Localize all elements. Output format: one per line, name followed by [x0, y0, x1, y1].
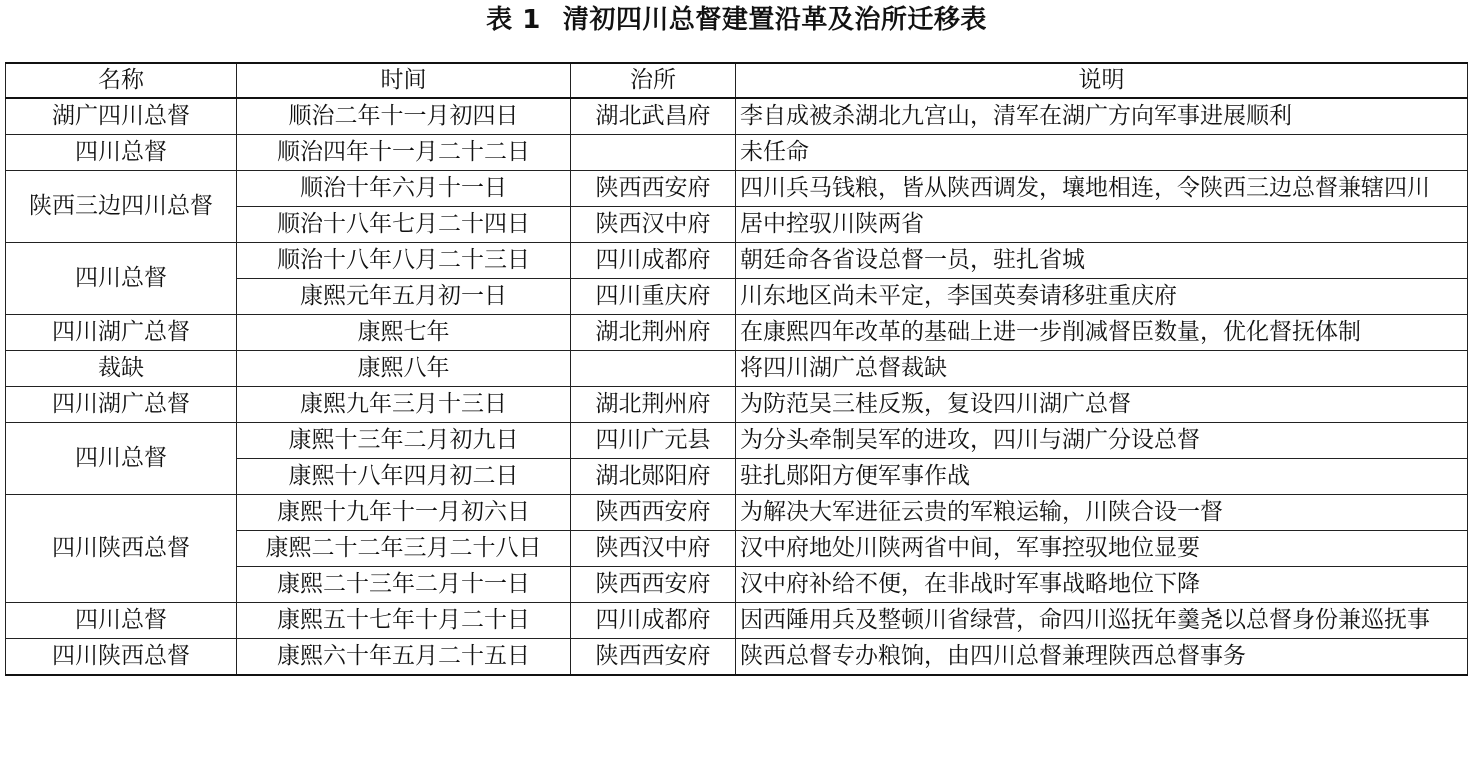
- cell-note: 未任命: [736, 135, 1468, 171]
- cell-note: 为分头牵制吴军的进攻，四川与湖广分设总督: [736, 423, 1468, 459]
- cell-name: 四川总督: [6, 423, 237, 495]
- cell-note: 川东地区尚未平定，李国英奏请移驻重庆府: [736, 279, 1468, 315]
- cell-seat: 四川广元县: [571, 423, 736, 459]
- cell-time: 康熙六十年五月二十五日: [237, 639, 571, 676]
- cell-seat: 四川重庆府: [571, 279, 736, 315]
- header-time: 时间: [237, 63, 571, 98]
- cell-note: 汉中府地处川陕两省中间，军事控驭地位显要: [736, 531, 1468, 567]
- cell-time: 顺治十年六月十一日: [237, 171, 571, 207]
- cell-seat: 四川成都府: [571, 243, 736, 279]
- cell-seat: [571, 135, 736, 171]
- cell-name: 四川湖广总督: [6, 315, 237, 351]
- table-row: [6, 135, 1468, 171]
- cell-time: 顺治十八年八月二十三日: [237, 243, 571, 279]
- cell-seat: 陕西汉中府: [571, 207, 736, 243]
- cell-time: 康熙十九年十一月初六日: [237, 495, 571, 531]
- table-row: [6, 639, 1468, 676]
- cell-note: 四川兵马钱粮，皆从陕西调发，壤地相连，令陕西三边总督兼辖四川: [736, 171, 1468, 207]
- cell-time: 顺治四年十一月二十二日: [237, 135, 571, 171]
- cell-note: 为解决大军进征云贵的军粮运输，川陕合设一督: [736, 495, 1468, 531]
- cell-seat: 陕西西安府: [571, 495, 736, 531]
- table-header-row: [6, 63, 1468, 98]
- cell-name: 四川湖广总督: [6, 387, 237, 423]
- table-row: [6, 423, 1468, 459]
- cell-time: 顺治二年十一月初四日: [237, 98, 571, 135]
- table-caption: [0, 0, 1473, 44]
- cell-seat: 陕西西安府: [571, 567, 736, 603]
- cell-seat: 陕西西安府: [571, 639, 736, 676]
- table-row: [6, 315, 1468, 351]
- cell-time: 康熙十八年四月初二日: [237, 459, 571, 495]
- table-row: [6, 351, 1468, 387]
- cell-seat: 湖北武昌府: [571, 98, 736, 135]
- cell-note: 李自成被杀湖北九宫山，清军在湖广方向军事进展顺利: [736, 98, 1468, 135]
- table-number: 表 1: [486, 5, 541, 35]
- cell-time: 康熙十三年二月初九日: [237, 423, 571, 459]
- cell-name: 四川陕西总督: [6, 495, 237, 603]
- cell-name: 四川总督: [6, 135, 237, 171]
- table-row: [6, 603, 1468, 639]
- cell-name: 四川总督: [6, 243, 237, 315]
- cell-note: 为防范吴三桂反叛，复设四川湖广总督: [736, 387, 1468, 423]
- cell-seat: 湖北荆州府: [571, 315, 736, 351]
- cell-seat: 陕西西安府: [571, 171, 736, 207]
- cell-time: 康熙七年: [237, 315, 571, 351]
- cell-seat: 湖北郧阳府: [571, 459, 736, 495]
- cell-note: 因西陲用兵及整顿川省绿营，命四川巡抚年羹尧以总督身份兼巡抚事: [736, 603, 1468, 639]
- cell-time: 康熙元年五月初一日: [237, 279, 571, 315]
- cell-note: 将四川湖广总督裁缺: [736, 351, 1468, 387]
- cell-note: 朝廷命各省设总督一员，驻扎省城: [736, 243, 1468, 279]
- cell-time: 康熙九年三月十三日: [237, 387, 571, 423]
- cell-seat: 陕西汉中府: [571, 531, 736, 567]
- cell-note: 在康熙四年改革的基础上进一步削减督臣数量，优化督抚体制: [736, 315, 1468, 351]
- table-row: [6, 243, 1468, 279]
- cell-note: 陕西总督专办粮饷，由四川总督兼理陕西总督事务: [736, 639, 1468, 676]
- cell-time: 康熙八年: [237, 351, 571, 387]
- table-row: [6, 387, 1468, 423]
- cell-note: 居中控驭川陕两省: [736, 207, 1468, 243]
- cell-note: 驻扎郧阳方便军事作战: [736, 459, 1468, 495]
- cell-note: 汉中府补给不便，在非战时军事战略地位下降: [736, 567, 1468, 603]
- table-row: [6, 495, 1468, 531]
- cell-name: 湖广四川总督: [6, 98, 237, 135]
- header-name: 名称: [6, 63, 237, 98]
- table-title: 清初四川总督建置沿革及治所迁移表: [562, 5, 987, 35]
- cell-seat: [571, 351, 736, 387]
- cell-name: 四川总督: [6, 603, 237, 639]
- cell-time: 康熙五十七年十月二十日: [237, 603, 571, 639]
- cell-seat: 四川成都府: [571, 603, 736, 639]
- cell-name: 陕西三边四川总督: [6, 171, 237, 243]
- cell-time: 康熙二十三年二月十一日: [237, 567, 571, 603]
- data-table: [5, 62, 1468, 676]
- header-seat: 治所: [571, 63, 736, 98]
- table-row: [6, 98, 1468, 135]
- cell-time: 顺治十八年七月二十四日: [237, 207, 571, 243]
- cell-time: 康熙二十二年三月二十八日: [237, 531, 571, 567]
- cell-name: 裁缺: [6, 351, 237, 387]
- cell-name: 四川陕西总督: [6, 639, 237, 676]
- cell-seat: 湖北荆州府: [571, 387, 736, 423]
- table-row: [6, 171, 1468, 207]
- header-note: 说明: [736, 63, 1468, 98]
